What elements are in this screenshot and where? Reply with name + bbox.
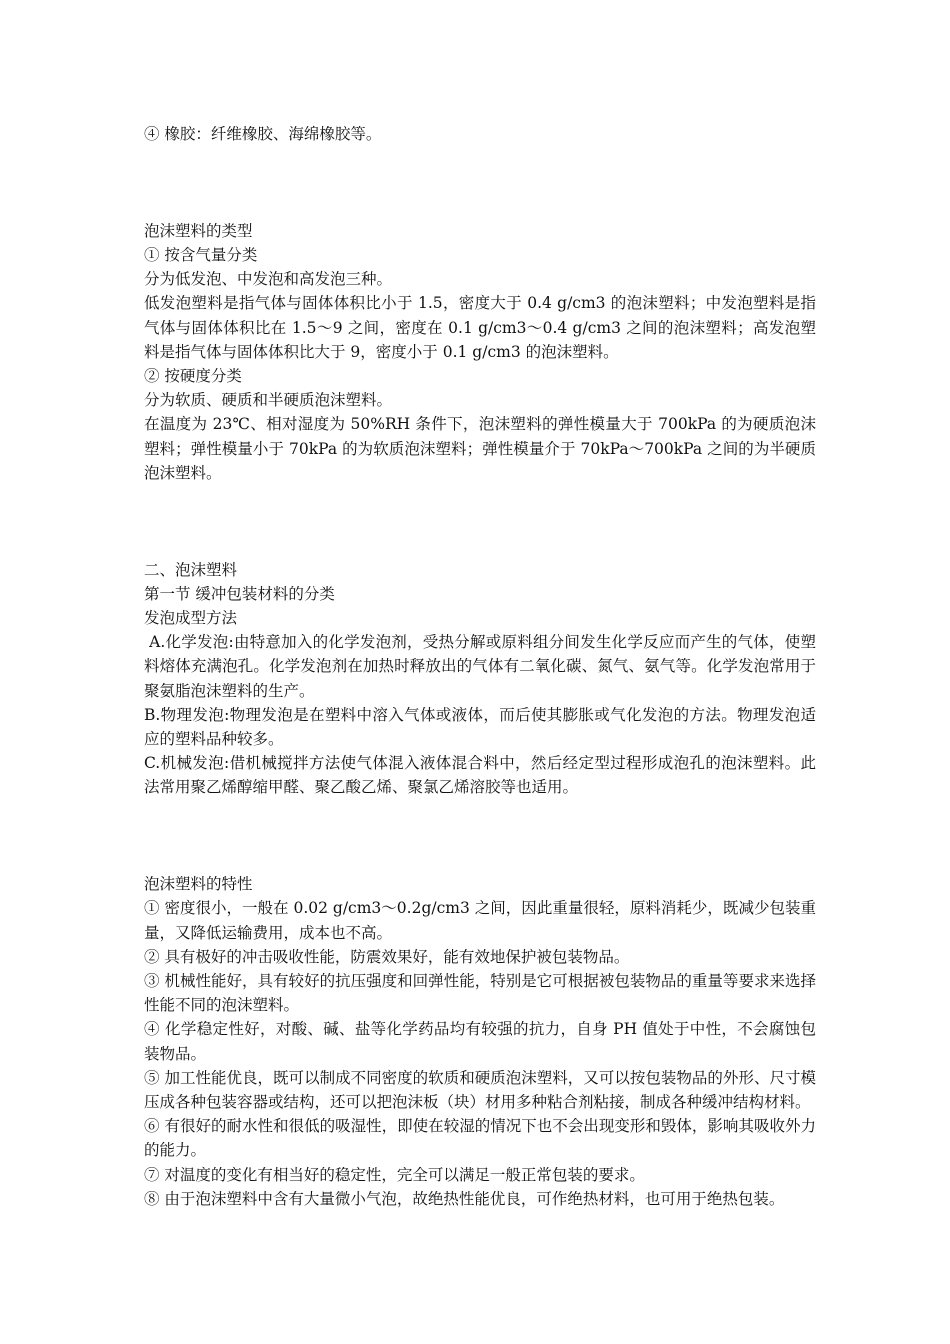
- section-spacer: [144, 800, 816, 848]
- property-item-2: ② 具有极好的冲击吸收性能，防震效果好，能有效地保护被包装物品。: [144, 947, 630, 966]
- section-foam-properties: [144, 872, 816, 1211]
- section-spacer: [144, 146, 816, 194]
- property-item-5: ⑤ 加工性能优良，既可以制成不同密度的软质和硬质泡沫塑料，又可以按包装物品的外形、尺寸模压成各种包装容器或结构，还可以把泡沫板（块）材用多种粘合剂粘接，制成各种缓冲结构材料。: [144, 1068, 816, 1112]
- section-foaming-methods: [144, 558, 816, 800]
- paragraph-hardness-definitions: 在温度为 23℃、相对湿度为 50%RH 条件下，泡沫塑料的弹性模量大于 700kPa 的为硬质泡沫塑料；弹性模量小于 70kPa 的为软质泡沫塑料；弹性模量介于 70kPa～700kPa 之间的为半硬质泡沫塑料。: [144, 415, 816, 482]
- section-spacer-extra: [144, 195, 816, 219]
- section-rubber: [144, 122, 816, 146]
- section-spacer-extra: [144, 848, 816, 872]
- subheading-hardness: ② 按硬度分类: [144, 367, 242, 385]
- property-item-1: ① 密度很小，一般在 0.02 g/cm3～0.2g/cm3 之间，因此重量很轻，原料消耗少，既减少包装重量，又降低运输费用，成本也不高。: [144, 899, 816, 942]
- property-item-3: ③ 机械性能好，具有较好的抗压强度和回弹性能，特别是它可根据被包装物品的重量等要求来选择性能不同的泡沫塑料。: [144, 972, 816, 1015]
- subheading-foaming-methods: 发泡成型方法: [144, 609, 238, 627]
- section-heading: 第一节 缓冲包装材料的分类: [144, 584, 335, 603]
- section-heading-foam-types: 泡沫塑料的类型: [144, 221, 253, 240]
- chapter-heading: 二、泡沫塑料: [144, 560, 238, 579]
- section-spacer: [144, 485, 816, 533]
- section-heading-properties: 泡沫塑料的特性: [144, 875, 253, 894]
- document-body: [144, 122, 816, 1211]
- paragraph-physical-foaming: B.物理发泡:物理发泡是在塑料中溶入气体或液体，而后使其膨胀或气化发泡的方法。物理发泡适应的塑料品种较多。: [144, 705, 816, 749]
- paragraph-chemical-foaming: A.化学发泡:由特意加入的化学发泡剂，受热分解或原料组分间发生化学反应而产生的气体，使塑料熔体充满泡孔。化学发泡剂在加热时释放出的气体有二氧化碳、氮气、氨气等。化学发泡常用于聚氨脂泡沫塑料的生产。: [144, 633, 816, 700]
- property-item-6: ⑥ 有很好的耐水性和很低的吸湿性，即使在较湿的情况下也不会出现变形和毁体，影响其吸收外力的能力。: [144, 1117, 816, 1160]
- section-spacer-extra: [144, 533, 816, 557]
- section-foam-types: [144, 219, 816, 485]
- property-item-7: ⑦ 对温度的变化有相当好的稳定性，完全可以满足一般正常包装的要求。: [144, 1165, 645, 1184]
- property-item-4: ④ 化学稳定性好，对酸、碱、盐等化学药品均有较强的抗力，自身 PH 值处于中性，不会腐蚀包装物品。: [144, 1020, 816, 1063]
- paragraph-hardness-classes: 分为软质、硬质和半硬质泡沫塑料。: [144, 391, 393, 410]
- paragraph-mechanical-foaming: C.机械发泡:借机械搅拌方法使气体混入液体混合料中，然后经定型过程形成泡孔的泡沫塑料。此法常用聚乙烯醇缩甲醛、聚乙酸乙烯、聚氯乙烯溶胶等也适用。: [144, 754, 816, 797]
- subheading-gas-content: ① 按含气量分类: [144, 245, 258, 264]
- paragraph-gas-definitions: 低发泡塑料是指气体与固体体积比小于 1.5，密度大于 0.4 g/cm3 的泡沫塑料；中发泡塑料是指气体与固体体积比在 1.5～9 之间，密度在 0.1 g/cm3～0.4 g/cm3 之间的泡沫塑料；高发泡塑料是指气体与固体体积比大于 9，密度小于 0.1 g/cm3 的泡沫塑料。: [144, 294, 816, 361]
- paragraph-gas-classes: 分为低发泡、中发泡和高发泡三种。: [144, 270, 393, 289]
- property-item-8: ⑧ 由于泡沫塑料中含有大量微小气泡，故绝热性能优良，可作绝热材料，也可用于绝热包装。: [144, 1189, 785, 1208]
- list-item-rubber: ④ 橡胶：纤维橡胶、海绵橡胶等。: [144, 125, 382, 143]
